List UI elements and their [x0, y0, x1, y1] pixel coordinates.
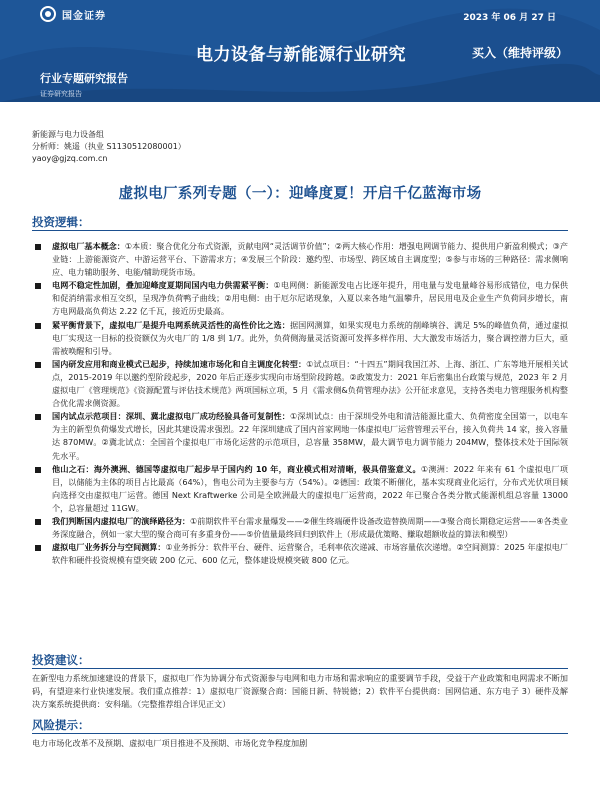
analyst-name: 分析师：姚遥（执业 S1130512080001） [32, 142, 186, 151]
research-group: 新能源与电力设备组 [32, 130, 104, 139]
bullet-square-icon [35, 323, 41, 329]
bullet-item [32, 279, 568, 318]
bullet-body: ①试点项目：“十四五”期间我国江苏、上海、浙江、广东等地开展相关试点，2015-2019 年以邀约型阶段起步，2020 年后正逐步实现向市场型阶段跨越。②政策发力：2021 年后密集出台政策与规范，2023 年 2 月虚拟电厂《管理规范》《资源配置与评估技术规范》两项国标立项，5 月《需求侧&负荷管理办法》公开征求意见，支持各类电力管理服务机构整合优化需求侧资源。 [52, 358, 568, 409]
bullet-item [32, 410, 568, 462]
bullet-square-icon [35, 362, 41, 368]
section-divider [32, 230, 568, 231]
bullet-heading: 国内试点示范项目：深圳、冀北虚拟电厂成功经验具备可复制性： [52, 411, 290, 422]
logic-bullet-list [32, 240, 568, 567]
bullet-square-icon [35, 545, 41, 551]
bullet-body: ①电网侧：新能源发电占比逐年提升，用电量与发电量峰谷易形成错位，电力保供和促消纳需求相互交织，呈现净负荷鸭子曲线；②用电侧：由于厄尔尼诺现象，入夏以来各地气温攀升，居民用电及企业生产负荷同步增长，南方电网最高负荷达 2.22 亿千瓦，接近历史最高。 [52, 280, 568, 317]
bullet-heading: 紧平衡背景下，虚拟电厂是提升电网系统灵活性的高性价比之选： [52, 319, 290, 330]
bullet-body: ①业务拆分：软件平台、硬件、运营聚合，毛利率依次递减、市场容量依次递增。②空间测算：2025 年虚拟电厂软件和硬件投资规模有望突破 200 亿元、600 亿元，整体建设规模突破 800 亿元。 [52, 542, 568, 566]
bullet-square-icon [35, 283, 41, 289]
bullet-item [32, 358, 568, 410]
bullet-body: ①深圳试点：由于深圳受外电和清洁能源比重大、负荷密度全国第一，以电车为主的新型负荷爆发式增长，因此其建设需求强烈。22 年深圳建成了国内首家网地一体虚拟电厂运营管理云平台，接入负荷共 14 家，接入容量达 870MW。②冀北试点：全国首个虚拟电厂市场化运营的示范项目，总容量 358MW，最大调节电力调节能力 204MW，整体技术处于国际领先水平。 [52, 411, 568, 461]
bullet-heading: 我们判断国内虚拟电厂的演绎路径为： [52, 515, 190, 526]
advice-paragraph: 在新型电力系统加速建设的背景下，虚拟电厂作为协调分布式资源参与电网和电力市场和需求响应的重要调节手段，受益于产业政策和电网需求不断加码，有望迎来行业快速发展。我们重点推荐：1）虚拟电厂资源聚合商：国能日新、特锐德；2）软件平台提供商：国网信通、东方电子 3）硬件及解决方案系统提供商：安科瑞。（完整推荐组合详见正文） [32, 673, 568, 710]
bullet-square-icon [35, 414, 41, 420]
report-headline: 虚拟电厂系列专题（一）：迎峰度夏！开启千亿蓝海市场 [118, 186, 482, 202]
report-subtype: 证券研究报告 [40, 90, 82, 98]
section-title-risk: 风险提示： [32, 718, 90, 732]
bullet-body: ①本质：聚合优化分布式资源，贡献电网“灵活调节价值”；②两大核心作用：增强电网调节能力、提供用户新盈利模式；③产业链：上游能源资产、中游运营平台、下游需求方；④发展三个阶段：邀约型、市场型、跨区域自主调度型；⑤参与市场的三种路径：需求侧响应、电力辅助服务、电能/辅助现货市场。 [52, 241, 568, 278]
section-title-advice: 投资建议： [32, 653, 90, 667]
section-title-logic: 投资逻辑： [32, 215, 90, 229]
bullet-square-icon [35, 519, 41, 525]
report-date: 2023 年 06 月 27 日 [463, 13, 556, 23]
section-divider [32, 733, 568, 734]
bullet-heading: 他山之石：海外澳洲、德国等虚拟电厂起步早于国内约 10 年，商业模式相对清晰，极具借鉴意义。 [52, 463, 421, 474]
bullet-heading: 国内研发应用和商业模式已起步，持续加速市场化和自主调度化转型： [52, 358, 307, 369]
logo-text: 国金证券 [62, 10, 106, 22]
bullet-body: 据国网测算，如果实现电力系统的削峰填谷、满足 5%的峰值负荷，通过虚拟电厂实现这一目标的投资额仅为火电厂的 1/8 到 1/7。此外，负荷侧海量灵活资源可发挥多样作用、大大激发市场活力，聚合调控潜力巨大，亟需被唤醒和引导。 [52, 319, 568, 356]
report-type: 行业专题研究报告 [40, 72, 128, 85]
report-title: 电力设备与新能源行业研究 [196, 45, 406, 65]
company-logo [40, 6, 106, 22]
bullet-item [32, 515, 568, 541]
logo-icon [40, 6, 56, 22]
bullet-square-icon [35, 244, 41, 250]
bullet-item [32, 240, 568, 279]
rating-badge: 买入（维持评级） [472, 46, 569, 60]
bullet-body: ①前期软件平台需求量爆发——②催生终端硬件设备改造替换周期——③聚合商长期稳定运营——④各类业务深度融合，例如一家大型的聚合商可有多重身份——⑤价值量最终回归到软件上（形成最优策略、赚取超额收益的算法和模型） [52, 515, 568, 540]
bullet-heading: 虚拟电厂基本概念： [52, 241, 125, 251]
report-header [0, 0, 600, 102]
risk-paragraph: 电力市场化改革不及预期、虚拟电厂项目推进不及预期、市场化竞争程度加剧 [32, 738, 308, 748]
bullet-item [32, 463, 568, 515]
bullet-item [32, 319, 568, 358]
analyst-info [32, 129, 186, 165]
bullet-heading: 电网不稳定性加剧，叠加迎峰度夏期间国内电力供需紧平衡： [52, 280, 274, 291]
bullet-item [32, 541, 568, 567]
section-divider [32, 668, 568, 669]
bullet-square-icon [35, 467, 41, 473]
bullet-body: ①澳洲：2022 年来有 61 个虚拟电厂项目，以储能为主体的项目占比最高（64%），售电公司为主要参与方（54%）。②德国：政策不断催化，基本实现商业化运行，分布式光伏项目倾向选择交由虚拟电厂运营。德国 Next Kraftwerke 公司是全欧洲最大的虚拟电厂运营商，2022 年已聚合各类分散式能源机组总容量 13000 个，总容量超过 11GW。 [52, 463, 568, 513]
analyst-email: yaoy@gjzq.com.cn [32, 154, 108, 163]
bullet-heading: 虚拟电厂业务拆分与空间测算： [52, 542, 166, 553]
